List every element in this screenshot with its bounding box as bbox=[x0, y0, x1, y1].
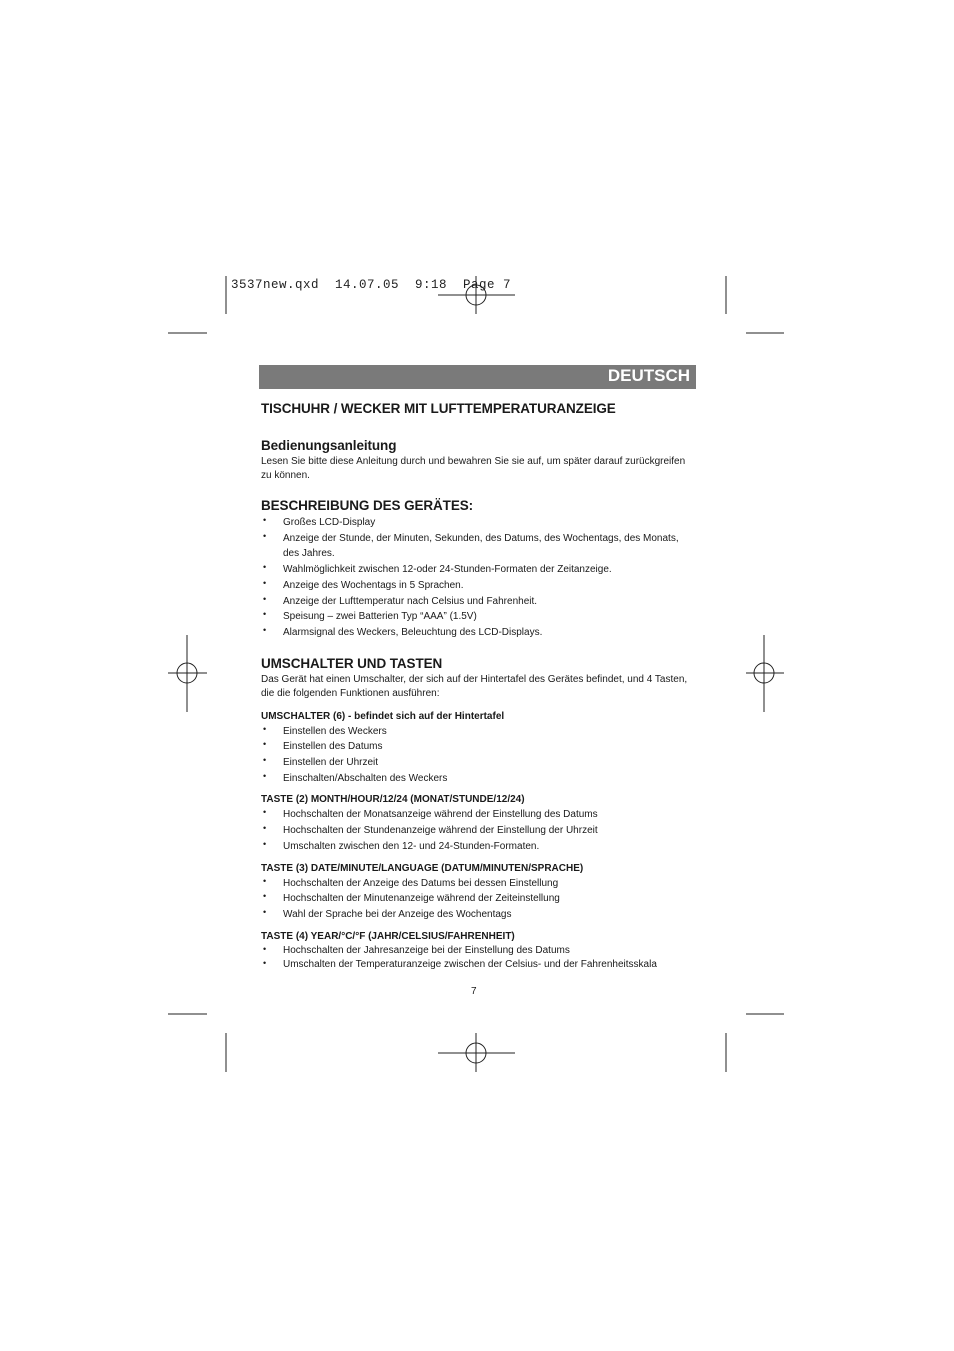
switch-6-heading: UMSCHALTER (6) - befindet sich auf der Hintertafel bbox=[261, 710, 505, 722]
key-4-list bbox=[261, 944, 697, 972]
list-item: • Wahlmöglichkeit zwischen 12-oder 24-Stunden-Formaten der Zeitanzeige. bbox=[263, 562, 612, 576]
bullet: • bbox=[263, 875, 267, 886]
bullet: • bbox=[263, 807, 267, 818]
bullet: • bbox=[263, 562, 267, 573]
page-content bbox=[261, 401, 697, 972]
switches-heading: UMSCHALTER UND TASTEN bbox=[261, 655, 443, 671]
bullet: • bbox=[263, 723, 267, 734]
list-item: • Hochschalten der Jahresanzeige bei der Einstellung des Datums bbox=[263, 943, 570, 956]
list-item: • Hochschalten der Stundenanzeige während der Einstellung der Uhrzeit bbox=[263, 823, 598, 837]
bullet: • bbox=[263, 838, 267, 849]
list-item: • Anzeige der Lufttemperatur nach Celsius und Fahrenheit. bbox=[263, 593, 538, 607]
bullet: • bbox=[263, 515, 267, 525]
bullet: • bbox=[263, 530, 267, 541]
language-tab-label: DEUTSCH bbox=[607, 366, 690, 385]
key-2-heading: TASTE (2) MONTH/HOUR/12/24 (MONAT/STUNDE/12/24) bbox=[261, 794, 525, 806]
language-tab bbox=[259, 365, 696, 389]
bullet: • bbox=[263, 891, 267, 902]
file-slug: 3537new.qxd 14.07.05 9:18 Page 7 bbox=[231, 278, 512, 292]
list-item: • Anzeige des Wochentags in 5 Sprachen. bbox=[263, 577, 464, 591]
page-number: 7 bbox=[471, 986, 477, 997]
list-item: • Alarmsignal des Weckers, Beleuchtung des LCD-Displays. bbox=[263, 624, 543, 638]
description-list bbox=[261, 515, 697, 641]
list-item: • Einstellen des Weckers bbox=[263, 723, 387, 737]
list-item: • Wahl der Sprache bei der Anzeige des Wochentags bbox=[263, 906, 512, 920]
bullet: • bbox=[263, 593, 267, 604]
switches-text: Das Gerät hat einen Umschalter, der sich auf der Hintertafel des Gerätes befindet, und 4 Tasten, die die folgenden Funktionen ausführen: bbox=[261, 673, 688, 699]
bullet: • bbox=[263, 609, 267, 620]
bullet: • bbox=[263, 943, 267, 954]
switch-6-list bbox=[261, 724, 697, 787]
bullet: • bbox=[263, 906, 267, 917]
list-item: • Hochschalten der Monatsanzeige während der Einstellung des Datums bbox=[263, 807, 598, 821]
description-heading: BESCHREIBUNG DES GERÄTES: bbox=[261, 498, 474, 513]
key-2-list bbox=[261, 807, 697, 854]
switches-section bbox=[261, 656, 697, 972]
list-item: • Einschalten/Abschalten des Weckers bbox=[263, 770, 448, 784]
key-3-heading: TASTE (3) DATE/MINUTE/LANGUAGE (DATUM/MINUTEN/SPRACHE) bbox=[261, 862, 584, 874]
bullet: • bbox=[263, 624, 267, 635]
list-item: • Speisung – zwei Batterien Typ “AAA” (1.5V) bbox=[263, 609, 477, 623]
list-item: • Umschalten zwischen den 12- und 24-Stunden-Formaten. bbox=[263, 838, 540, 852]
bullet: • bbox=[263, 755, 267, 766]
list-item: • Einstellen des Datums bbox=[263, 739, 383, 753]
key-4-heading: TASTE (4) YEAR/°C/°F (JAHR/CELSIUS/FAHRENHEIT) bbox=[261, 930, 515, 942]
list-item: • Großes LCD-Display bbox=[263, 515, 376, 528]
description-section bbox=[261, 498, 697, 641]
bullet: • bbox=[263, 823, 267, 834]
list-item: • Einstellen der Uhrzeit bbox=[263, 755, 379, 769]
bullet: • bbox=[263, 739, 267, 750]
page-title: TISCHUHR / WECKER MIT LUFTTEMPERATURANZEIGE bbox=[261, 401, 616, 416]
bullet: • bbox=[263, 770, 267, 781]
instructions-heading: Bedienungsanleitung bbox=[261, 438, 397, 453]
list-item: • Umschalten der Temperaturanzeige zwischen der Celsius- und der Fahrenheitsskala bbox=[263, 957, 657, 970]
bullet: • bbox=[263, 957, 267, 968]
instructions-text: Lesen Sie bitte diese Anleitung durch und bewahren Sie sie auf, um später darauf zurückgreifen zu können. bbox=[261, 456, 686, 481]
bullet: • bbox=[263, 577, 267, 588]
list-item: • Hochschalten der Minutenanzeige während der Zeiteinstellung bbox=[263, 891, 560, 905]
instructions-section bbox=[261, 438, 697, 483]
key-3-list bbox=[261, 876, 697, 923]
list-item: • Hochschalten der Anzeige des Datums bei dessen Einstellung bbox=[263, 875, 559, 889]
list-item: • Anzeige der Stunde, der Minuten, Sekunden, des Datums, des Wochentags, des Monats, des Jahres. bbox=[263, 530, 679, 560]
